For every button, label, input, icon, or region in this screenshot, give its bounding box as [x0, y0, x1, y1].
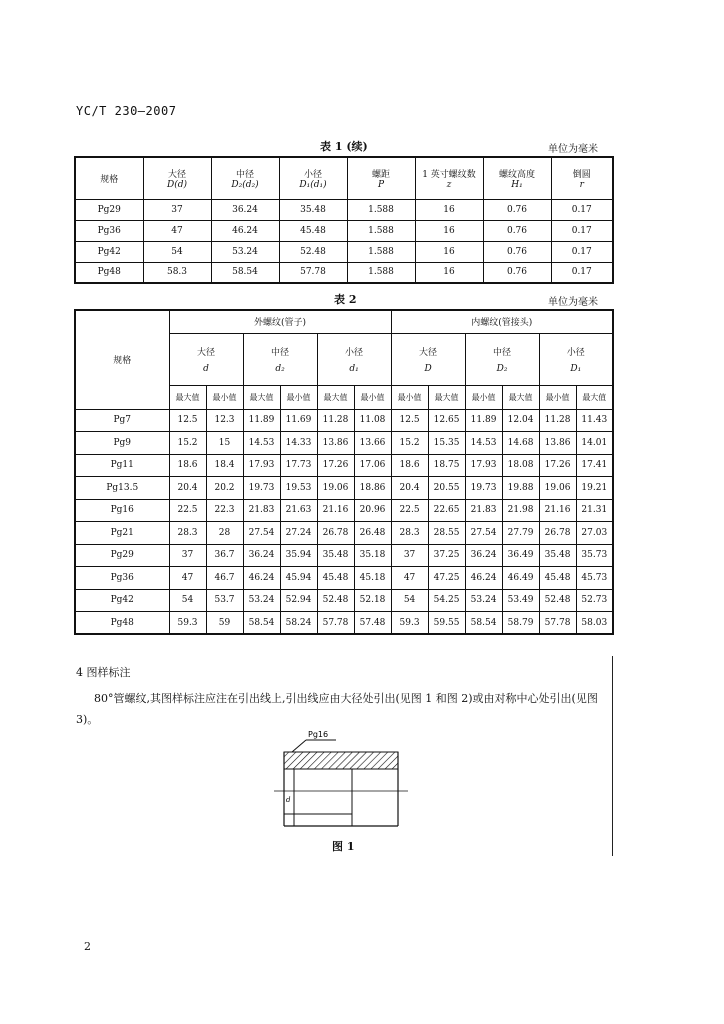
value-cell: 37: [169, 544, 206, 567]
value-cell: 46.49: [502, 567, 539, 590]
value-cell: 19.73: [243, 477, 280, 500]
subheader-name: 小径: [345, 347, 364, 358]
value-cell: 17.26: [317, 454, 354, 477]
value-cell: 47: [169, 567, 206, 590]
table-row: [75, 499, 613, 522]
value-cell: 0.76: [483, 241, 551, 262]
table2-group-external: 外螺纹(管子): [169, 310, 391, 333]
thread-hatch: [284, 752, 398, 769]
subheader-symbol: D₁: [570, 363, 582, 374]
page-number: 2: [84, 940, 91, 953]
value-cell: 11.28: [539, 409, 576, 432]
minmax-header-cell: 最大值: [576, 385, 613, 409]
value-cell: 0.76: [483, 262, 551, 283]
value-cell: 11.28: [317, 409, 354, 432]
table-row: [75, 432, 613, 455]
subheader-symbol: d: [203, 363, 209, 374]
value-cell: 59.55: [428, 612, 465, 635]
table-row: [75, 409, 613, 432]
minmax-header-cell: 最大值: [502, 385, 539, 409]
value-cell: 28.3: [169, 522, 206, 545]
table-row: [75, 199, 613, 220]
value-cell: 27.79: [502, 522, 539, 545]
value-cell: 52.48: [279, 241, 347, 262]
value-cell: 54: [169, 589, 206, 612]
value-cell: 47: [143, 220, 211, 241]
value-cell: 1.588: [347, 241, 415, 262]
figure1-d-label: d: [286, 796, 291, 804]
spec-cell: Pg21: [75, 522, 169, 545]
value-cell: 53.24: [465, 589, 502, 612]
table1: [74, 156, 614, 284]
table-row: [75, 522, 613, 545]
table-row: [75, 262, 613, 283]
table2-subheader-cell: [243, 333, 317, 385]
value-cell: 17.26: [539, 454, 576, 477]
minmax-header-cell: 最小值: [539, 385, 576, 409]
value-cell: 20.96: [354, 499, 391, 522]
value-cell: 47: [391, 567, 428, 590]
minmax-header-cell: 最小值: [280, 385, 317, 409]
header-symbol: r: [579, 179, 584, 190]
spec-cell: Pg29: [75, 544, 169, 567]
value-cell: 59: [206, 612, 243, 635]
table1-header-cell: [551, 157, 613, 199]
leader-line: [292, 740, 306, 752]
header-name: 大径: [167, 169, 186, 180]
value-cell: 21.31: [576, 499, 613, 522]
table1-header-cell: [143, 157, 211, 199]
table-row: [75, 220, 613, 241]
header-name: 倒圆: [572, 169, 591, 180]
header-name: 1 英寸螺纹数: [422, 169, 476, 180]
table1-header-cell: [211, 157, 279, 199]
value-cell: 19.06: [317, 477, 354, 500]
value-cell: 21.63: [280, 499, 317, 522]
value-cell: 26.78: [317, 522, 354, 545]
subheader-name: 中径: [270, 347, 289, 358]
value-cell: 53.49: [502, 589, 539, 612]
value-cell: 14.53: [243, 432, 280, 455]
figure1-caption: 图 1: [332, 840, 355, 853]
value-cell: 46.24: [465, 567, 502, 590]
value-cell: 12.5: [169, 409, 206, 432]
value-cell: 18.6: [169, 454, 206, 477]
value-cell: 37.25: [428, 544, 465, 567]
value-cell: 17.73: [280, 454, 317, 477]
value-cell: 52.94: [280, 589, 317, 612]
value-cell: 27.03: [576, 522, 613, 545]
value-cell: 14.68: [502, 432, 539, 455]
table2-subheader-cell: [465, 333, 539, 385]
spec-cell: Pg42: [75, 589, 169, 612]
subheader-symbol: D₂: [496, 363, 508, 374]
table2-subheader-cell: [391, 333, 465, 385]
table1-caption: 表 1 (续): [320, 140, 368, 153]
subheader-symbol: d₁: [349, 363, 359, 374]
value-cell: 0.17: [551, 199, 613, 220]
header-symbol: P: [377, 179, 385, 190]
value-cell: 53.24: [243, 589, 280, 612]
value-cell: 22.5: [391, 499, 428, 522]
value-cell: 1.588: [347, 220, 415, 241]
spec-cell: Pg7: [75, 409, 169, 432]
header-name: 螺纹高度: [498, 169, 535, 180]
value-cell: 16: [415, 199, 483, 220]
value-cell: 28.3: [391, 522, 428, 545]
table2-subheader-cell: [539, 333, 613, 385]
value-cell: 26.78: [539, 522, 576, 545]
value-cell: 28: [206, 522, 243, 545]
value-cell: 21.98: [502, 499, 539, 522]
spec-cell: Pg42: [75, 241, 143, 262]
value-cell: 20.2: [206, 477, 243, 500]
value-cell: 47.25: [428, 567, 465, 590]
value-cell: 13.86: [539, 432, 576, 455]
value-cell: 36.7: [206, 544, 243, 567]
value-cell: 37: [143, 199, 211, 220]
table2: [74, 309, 614, 635]
value-cell: 12.04: [502, 409, 539, 432]
table-row: [75, 589, 613, 612]
table-row: [75, 477, 613, 500]
value-cell: 15: [206, 432, 243, 455]
value-cell: 19.21: [576, 477, 613, 500]
value-cell: 57.78: [317, 612, 354, 635]
value-cell: 11.43: [576, 409, 613, 432]
value-cell: 26.48: [354, 522, 391, 545]
standard-code: YC/T 230—2007: [76, 104, 177, 118]
value-cell: 36.49: [502, 544, 539, 567]
minmax-header-cell: 最小值: [354, 385, 391, 409]
spec-cell: Pg11: [75, 454, 169, 477]
value-cell: 53.7: [206, 589, 243, 612]
value-cell: 27.24: [280, 522, 317, 545]
minmax-header-cell: 最小值: [206, 385, 243, 409]
value-cell: 57.78: [539, 612, 576, 635]
value-cell: 45.18: [354, 567, 391, 590]
table2-spec-header: 规格: [75, 310, 169, 409]
spec-cell: Pg13.5: [75, 477, 169, 500]
value-cell: 36.24: [243, 544, 280, 567]
header-name: 规格: [100, 174, 119, 185]
value-cell: 21.83: [465, 499, 502, 522]
table2-group-internal: 内螺纹(管接头): [391, 310, 613, 333]
figure1-label: Pg16: [308, 730, 329, 739]
value-cell: 45.73: [576, 567, 613, 590]
header-symbol: z: [446, 179, 452, 190]
value-cell: 54.25: [428, 589, 465, 612]
table1-header-cell: [483, 157, 551, 199]
table1-unit: 单位为毫米: [548, 144, 598, 155]
spec-cell: Pg29: [75, 199, 143, 220]
value-cell: 35.73: [576, 544, 613, 567]
value-cell: 21.83: [243, 499, 280, 522]
table-row: [75, 454, 613, 477]
value-cell: 59.3: [169, 612, 206, 635]
header-symbol: D₂(d₂): [231, 179, 259, 190]
subheader-name: 大径: [196, 347, 215, 358]
spec-cell: Pg48: [75, 612, 169, 635]
value-cell: 45.48: [539, 567, 576, 590]
spec-cell: Pg36: [75, 220, 143, 241]
value-cell: 35.48: [539, 544, 576, 567]
value-cell: 20.4: [391, 477, 428, 500]
value-cell: 16: [415, 220, 483, 241]
table1-header-cell: [347, 157, 415, 199]
subheader-name: 大径: [419, 347, 438, 358]
section-paragraph: 80°管螺纹,其图样标注应注在引出线上,引出线应由大径处引出(见图 1 和图 2)或由对称中心处引出(见图 3)。: [76, 692, 598, 726]
value-cell: 45.94: [280, 567, 317, 590]
subheader-symbol: D: [424, 363, 432, 374]
value-cell: 46.24: [243, 567, 280, 590]
spec-cell: Pg48: [75, 262, 143, 283]
value-cell: 52.48: [317, 589, 354, 612]
margin-line: [612, 656, 613, 856]
value-cell: 58.54: [465, 612, 502, 635]
header-symbol: D(d): [167, 179, 187, 190]
table2-caption: 表 2: [334, 293, 357, 306]
value-cell: 58.03: [576, 612, 613, 635]
value-cell: 35.94: [280, 544, 317, 567]
value-cell: 19.88: [502, 477, 539, 500]
value-cell: 21.16: [539, 499, 576, 522]
value-cell: 22.5: [169, 499, 206, 522]
table2-subheader-cell: [317, 333, 391, 385]
value-cell: 14.53: [465, 432, 502, 455]
value-cell: 13.66: [354, 432, 391, 455]
value-cell: 54: [143, 241, 211, 262]
value-cell: 58.3: [143, 262, 211, 283]
value-cell: 18.86: [354, 477, 391, 500]
value-cell: 58.54: [243, 612, 280, 635]
value-cell: 35.48: [317, 544, 354, 567]
table-row: [75, 544, 613, 567]
value-cell: 20.4: [169, 477, 206, 500]
minmax-header-cell: 最小值: [465, 385, 502, 409]
table1-header-cell: [279, 157, 347, 199]
value-cell: 15.35: [428, 432, 465, 455]
value-cell: 18.75: [428, 454, 465, 477]
value-cell: 12.5: [391, 409, 428, 432]
minmax-header-cell: 最小值: [391, 385, 428, 409]
value-cell: 20.55: [428, 477, 465, 500]
minmax-header-cell: 最大值: [169, 385, 206, 409]
table1-header-cell: [415, 157, 483, 199]
value-cell: 17.41: [576, 454, 613, 477]
value-cell: 59.3: [391, 612, 428, 635]
value-cell: 58.24: [280, 612, 317, 635]
value-cell: 22.65: [428, 499, 465, 522]
value-cell: 0.17: [551, 262, 613, 283]
value-cell: 19.06: [539, 477, 576, 500]
value-cell: 11.89: [243, 409, 280, 432]
table2-subheader-cell: [169, 333, 243, 385]
section-heading: 4 图样标注: [76, 666, 131, 679]
table-row: [75, 612, 613, 635]
value-cell: 17.93: [465, 454, 502, 477]
value-cell: 52.18: [354, 589, 391, 612]
value-cell: 19.53: [280, 477, 317, 500]
value-cell: 52.48: [539, 589, 576, 612]
spec-cell: Pg9: [75, 432, 169, 455]
value-cell: 17.06: [354, 454, 391, 477]
subheader-symbol: d₂: [275, 363, 285, 374]
value-cell: 13.86: [317, 432, 354, 455]
header-name: 小径: [303, 169, 322, 180]
value-cell: 21.16: [317, 499, 354, 522]
subheader-name: 中径: [493, 347, 512, 358]
header-symbol: H₁: [511, 179, 523, 190]
value-cell: 1.588: [347, 199, 415, 220]
minmax-header-cell: 最大值: [428, 385, 465, 409]
value-cell: 11.08: [354, 409, 391, 432]
value-cell: 0.17: [551, 220, 613, 241]
value-cell: 16: [415, 262, 483, 283]
value-cell: 57.78: [279, 262, 347, 283]
value-cell: 15.2: [169, 432, 206, 455]
table-row: [75, 567, 613, 590]
value-cell: 14.33: [280, 432, 317, 455]
value-cell: 45.48: [279, 220, 347, 241]
value-cell: 46.7: [206, 567, 243, 590]
value-cell: 58.54: [211, 262, 279, 283]
value-cell: 0.76: [483, 220, 551, 241]
value-cell: 15.2: [391, 432, 428, 455]
table2-unit: 单位为毫米: [548, 297, 598, 308]
value-cell: 58.79: [502, 612, 539, 635]
value-cell: 45.48: [317, 567, 354, 590]
value-cell: 16: [415, 241, 483, 262]
value-cell: 52.73: [576, 589, 613, 612]
value-cell: 37: [391, 544, 428, 567]
value-cell: 54: [391, 589, 428, 612]
value-cell: 28.55: [428, 522, 465, 545]
value-cell: 27.54: [465, 522, 502, 545]
spec-cell: Pg36: [75, 567, 169, 590]
value-cell: 36.24: [211, 199, 279, 220]
value-cell: 0.17: [551, 241, 613, 262]
value-cell: 19.73: [465, 477, 502, 500]
value-cell: 46.24: [211, 220, 279, 241]
spec-cell: Pg16: [75, 499, 169, 522]
value-cell: 1.588: [347, 262, 415, 283]
value-cell: 22.3: [206, 499, 243, 522]
subheader-name: 小径: [566, 347, 585, 358]
figure1-drawing: [270, 728, 420, 838]
value-cell: 27.54: [243, 522, 280, 545]
value-cell: 36.24: [465, 544, 502, 567]
value-cell: 35.18: [354, 544, 391, 567]
value-cell: 35.48: [279, 199, 347, 220]
value-cell: 18.4: [206, 454, 243, 477]
value-cell: 11.69: [280, 409, 317, 432]
value-cell: 12.65: [428, 409, 465, 432]
value-cell: 11.89: [465, 409, 502, 432]
value-cell: 57.48: [354, 612, 391, 635]
value-cell: 0.76: [483, 199, 551, 220]
value-cell: 18.08: [502, 454, 539, 477]
header-symbol: D₁(d₁): [299, 179, 327, 190]
minmax-header-cell: 最大值: [317, 385, 354, 409]
table-row: [75, 241, 613, 262]
header-name: 螺距: [371, 169, 390, 180]
minmax-header-cell: 最大值: [243, 385, 280, 409]
header-name: 中径: [235, 169, 254, 180]
value-cell: 14.01: [576, 432, 613, 455]
table1-header-cell: [75, 157, 143, 199]
value-cell: 12.3: [206, 409, 243, 432]
value-cell: 53.24: [211, 241, 279, 262]
value-cell: 17.93: [243, 454, 280, 477]
value-cell: 18.6: [391, 454, 428, 477]
